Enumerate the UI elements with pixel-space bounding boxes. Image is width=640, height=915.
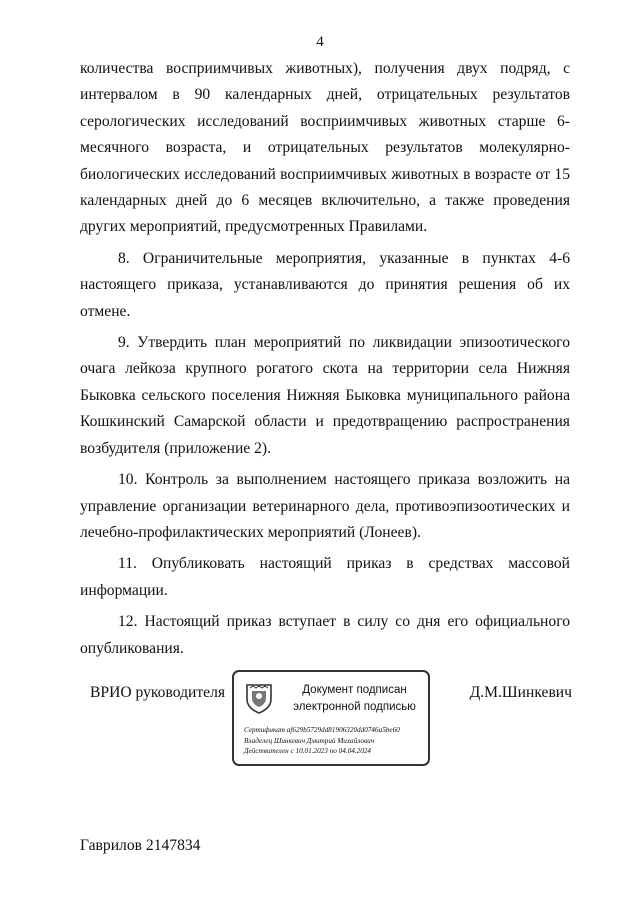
signer-title: ВРИО руководителя xyxy=(90,684,226,701)
electronic-signature-stamp xyxy=(232,670,430,766)
stamp-owner: Владелец Шинкевич Дмитрий Михайлович xyxy=(244,736,375,745)
paragraph-8: 8. Ограничительные мероприятия, указанные в пунктах 4-6 настоящего приказа, устанавливаются до принятия решения об их отмене. xyxy=(80,249,570,320)
paragraph-11: 11. Опубликовать настоящий приказ в средствах массовой информации. xyxy=(80,555,570,599)
coat-of-arms-icon xyxy=(244,682,274,714)
stamp-heading-line1: Документ подписан xyxy=(302,684,407,696)
signer-name: Д.М.Шинкевич xyxy=(469,684,572,701)
stamp-heading-line2: электронной подписью xyxy=(293,701,416,713)
stamp-certificate: Сертификат af629b5729dd81906320dd0746a5be60 xyxy=(244,726,400,734)
paragraph-10: 10. Контроль за выполнением настоящего приказа возложить на управление организации ветеринарного дела, противоэпизоотических и лечебно-профилактических мероприятий (Лонеев). xyxy=(80,471,570,541)
executor-note: Гаврилов 2147834 xyxy=(80,837,201,854)
paragraph-12: 12. Настоящий приказ вступает в силу со дня его официального опубликования. xyxy=(80,613,570,657)
paragraph-9: 9. Утвердить план мероприятий по ликвидации эпизоотического очага лейкоза крупного рогатого скота на территории села Нижняя Быковка сельского поселения Нижняя Быковка муниципального района Кошкинский Самарской области и предотвращению распространения возбудителя (приложение 2). xyxy=(80,334,570,457)
stamp-details xyxy=(244,725,400,757)
stamp-validity: Действителен с 10.01.2023 по 04.04.2024 xyxy=(244,747,371,755)
paragraph-continuation: количества восприимчивых животных), получения двух подряд, с интервалом в 90 календарных дней, отрицательных результатов серологических исследований восприимчивых животных старше 6-месячного возраста, и отрицательных результатов молекулярно-биологических исследований восприимчивых животных в возрасте от 15 календарных дней до 6 месяцев включительно, а также проведения других мероприятий, предусмотренных Правилами. xyxy=(80,60,570,236)
document-body xyxy=(80,56,570,667)
stamp-heading xyxy=(282,682,427,716)
signature-block xyxy=(80,660,570,780)
page-number: 4 xyxy=(316,34,324,50)
